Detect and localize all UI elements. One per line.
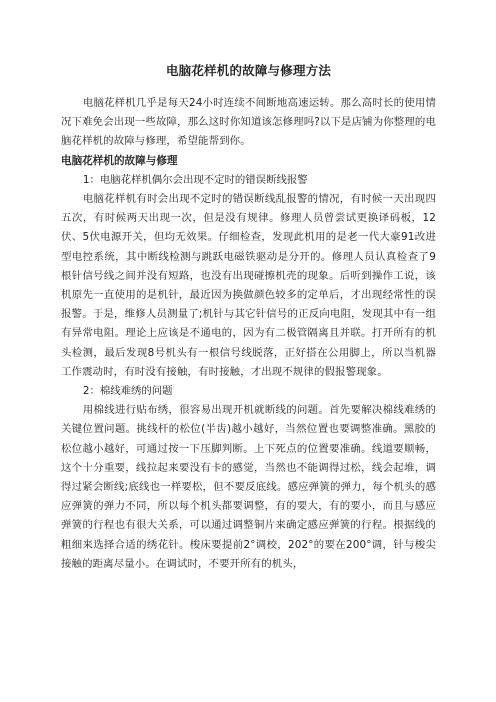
subsection-1-body: 电脑花样机有时会出现不定时的错误断线乱报警的情况，有时候一天出现四五次，有时候两天出现一次，但是没有规律。修理人员曾尝试更换译码板，12伏、5伏电源开关，但均无效果。仔细检查，发现此机用的是老一代大豪91改进型电控系统，其中断线检测与跳跃电磁铁驱动是分开的。修理人员认真检查了9根针信号线之间并没有短路，也没有出现碰擦机壳的现象。后听到操作工说，该机原先一直使用的是机针，最近因为换做颜色较多的定单后，才出现经常性的误报警。于是，维修人员测量了;机针与其它针信号的正反向电阻，发现其中有一组有异常电阻。理论上应该是不通电的，因为有二极管隔离且并联。打开所有的机头检测，最后发现8号机头有一根信号线脱落，正好搭在公用脚上，所以当机器工作震动时，有时没有接触，有时接触，才出现不规律的假报警现象。 [61, 193, 436, 378]
subsection-1-title: 1：电脑花样机偶尔会出现不定时的错误断线报警 [82, 173, 308, 186]
subsection-2-body: 用棉线进行贴布绣，很容易出现开机就断线的问题。首先要解决棉线难绣的关键位置问题。挑线杆的松位(半齿)越小越好，当然位置也要调整准确。黑胶的松位越小越好，可通过按一下压脚判断。上下死点的位置要准确。线道要顺畅，这个十分重要，线拉起来要没有卡的感觉，当然也不能调得过松，线会起堆，调得过紧会断线;底线也一样要松，但不要反底线。感应弹簧的弹力，每个机头的感应弹簧的弹力不同，所以每个机头都要调整，有的要大，有的要小，而且与感应弹簧的行程也有很大关系，可以通过调整铜片来确定感应弹簧的行程。根据线的粗细来选择合适的绣花针。梭床要提前2°调校，202°的要在200°调，针与梭尖接触的距离尽量小。在调试时，不要开所有的机头， [61, 404, 436, 570]
intro-paragraph: 电脑花样机几乎是每天24小时连续不间断地高速运转。那么高时长的使用情况下难免会出现一些故障，那么这时你知道该怎修理吗?以下是店铺为你整理的电脑花样机的故障与修理，希望能帮到你。 [61, 97, 436, 148]
subsection-2-title: 2：棉线难绣的问题 [82, 385, 173, 398]
section-heading: 电脑花样机的故障与修理 [61, 154, 178, 167]
document-title: 电脑花样机的故障与修理方法 [165, 63, 332, 78]
